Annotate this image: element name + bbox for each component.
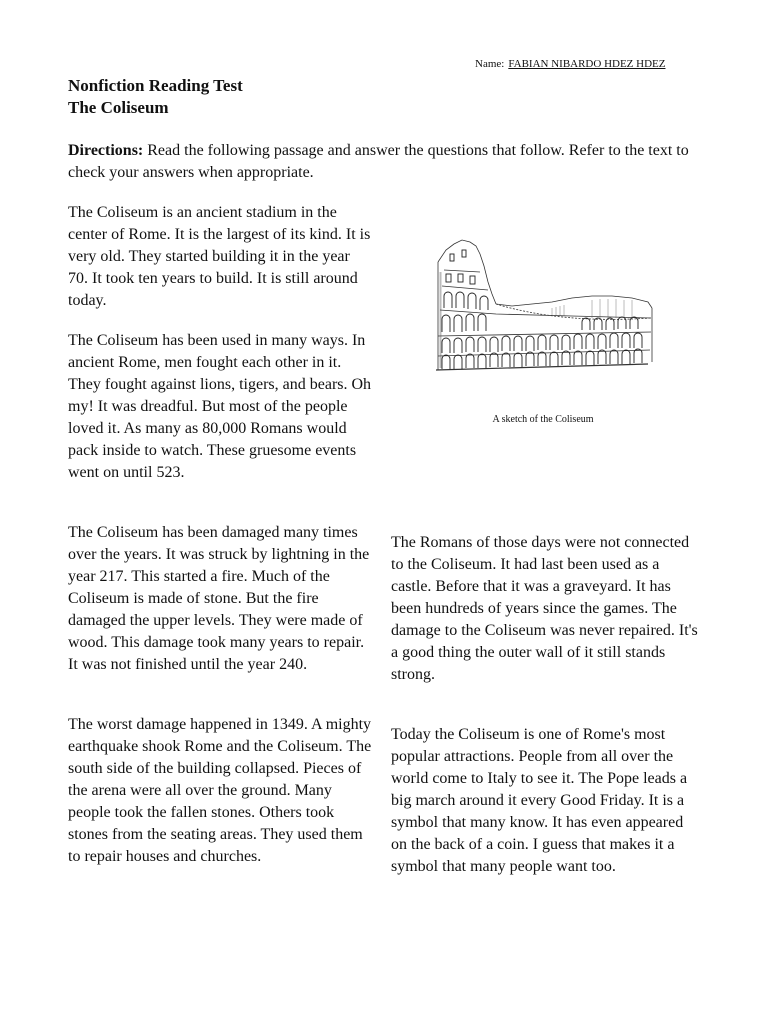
directions-label: Directions: (68, 142, 144, 159)
student-name-line (475, 57, 665, 71)
name-value[interactable]: FABIAN NIBARDO HDEZ HDEZ (508, 58, 666, 70)
passage-paragraph-1: The Coliseum is an ancient stadium in the center of Rome. It is the largest of its kind. It is very old. They started building it in the year 70. It took ten years to build. It is still around today. (68, 204, 371, 309)
name-label: Name: (475, 58, 505, 70)
directions (68, 140, 708, 184)
passage-paragraph-4: The worst damage happened in 1349. A mighty earthquake shook Rome and the Coliseum. The south side of the building collapsed. Pieces of the arena were all over the ground. Many people took the fallen stones. Others took stones from the seating areas. They used them to repair houses and churches. (68, 716, 372, 865)
passage-paragraph-6: Today the Coliseum is one of Rome's most popular attractions. People from all over the world come to Italy to see it. The Pope leads a big march around it every Good Friday. It is a symbol that many know. It has even appeared on the back of a coin. I guess that makes it a symbol that many people want too. (391, 726, 688, 875)
passage-paragraph-3: The Coliseum has been damaged many times over the years. It was struck by lightning in the year 217. This started a fire. Much of the Coliseum is made of stone. But the fire damaged the upper levels. They were made of wood. This damage took many years to repair. It was not finished until the year 240. (68, 524, 370, 673)
passage-title: The Coliseum (68, 98, 169, 117)
passage-paragraph-5: The Romans of those days were not connected to the Coliseum. It had last been used as a castle. Before that it was a graveyard. It has been hundreds of years since the games. The damage to the Coliseum was never repaired. It's a good thing the outer wall of it still stands strong. (391, 534, 698, 683)
test-title: Nonfiction Reading Test (68, 76, 243, 95)
page-title (68, 75, 243, 119)
figure-caption: A sketch of the Coliseum (492, 414, 594, 425)
coliseum-sketch-icon (432, 232, 654, 377)
directions-text: Read the following passage and answer the questions that follow. Refer to the text to check your answers when appropriate. (68, 142, 689, 181)
passage-paragraph-2: The Coliseum has been used in many ways. In ancient Rome, men fought each other in it. They fought against lions, tigers, and bears. Oh my! It was dreadful. But most of the people loved it. As many as 80,000 Romans would pack inside to watch. These gruesome events went on until 523. (68, 332, 372, 481)
